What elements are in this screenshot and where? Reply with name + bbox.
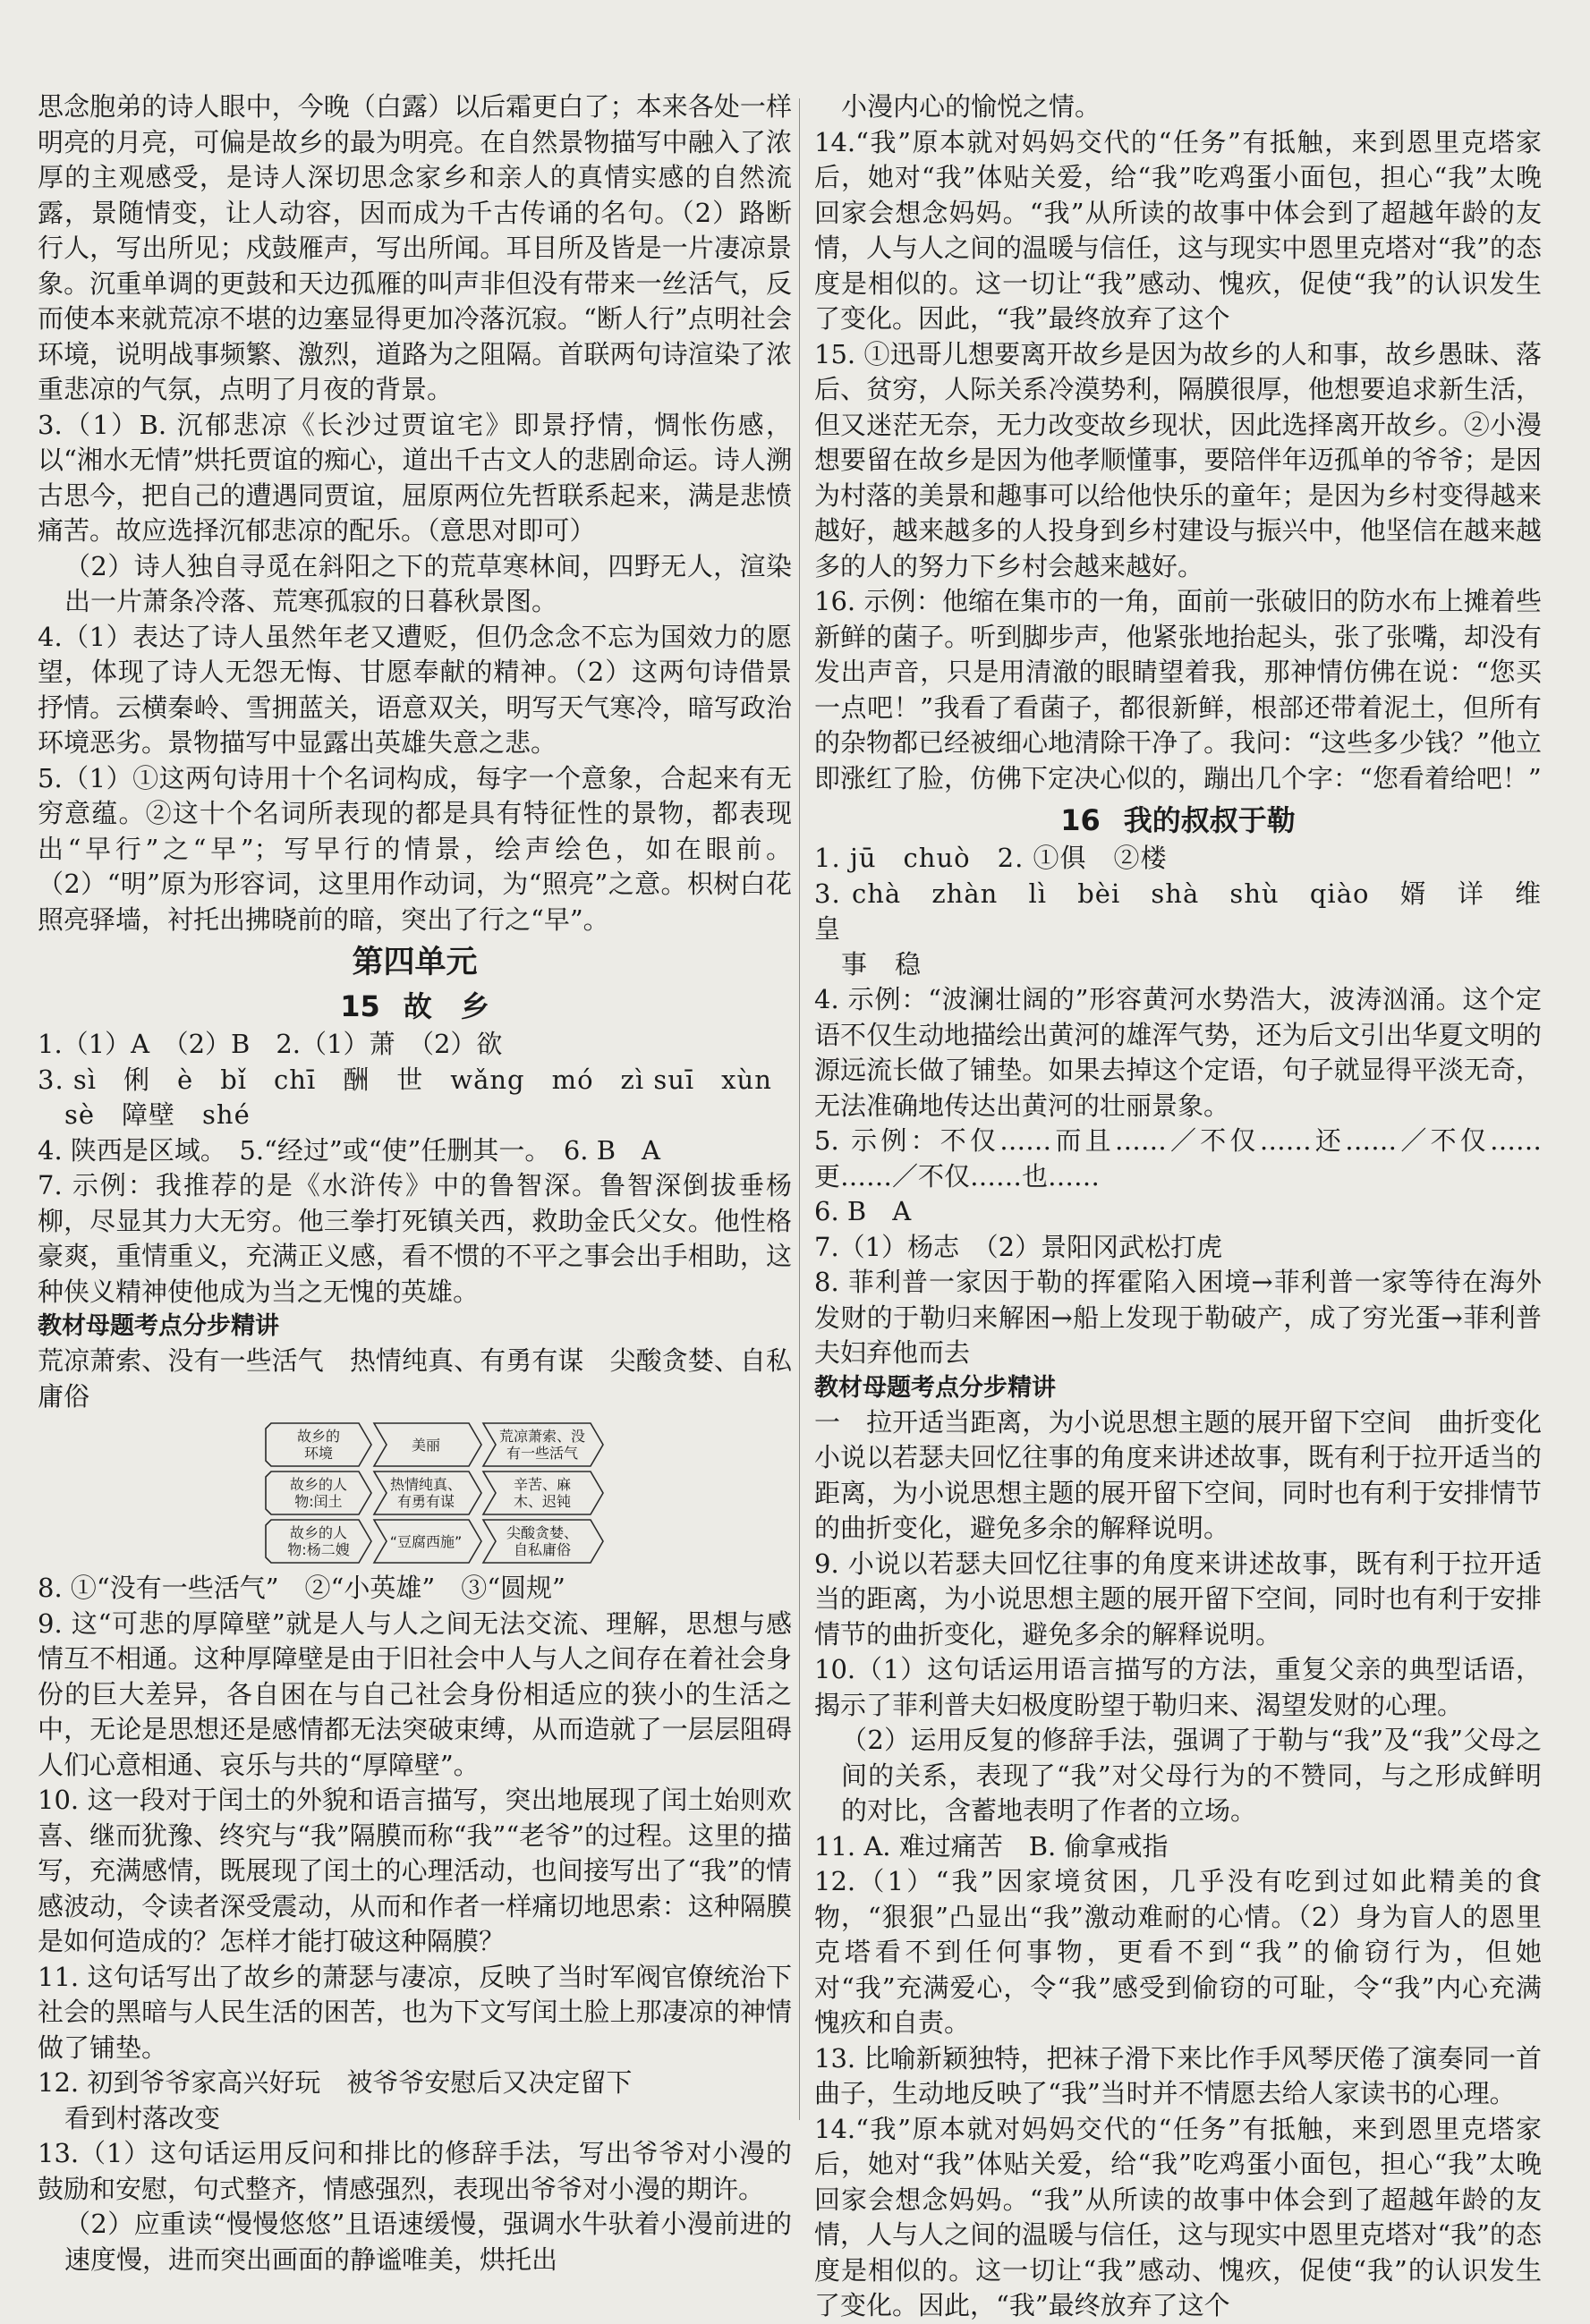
left-column bbox=[38, 89, 792, 2277]
section-subtitle: 教材母题考点分步精讲 bbox=[814, 1373, 1056, 1402]
l15-answer-7: 7. 示例：我推荐的是《水浒传》中的鲁智深。鲁智深倒拔垂杨柳，尽显其力大无穷。他三拳打死镇关西，救助金氏父女。他性格豪爽，重情重义，充满正义感，看不惯的不平之事会出手相助，这种侠义精神使他成为当之无愧的英雄。 bbox=[38, 1170, 792, 1307]
answer-3-2: （2）诗人独自寻觅在斜阳之下的荒草寒林间，四野无人，渲染出一片萧条冷落、荒寒孤寂的日暮秋景图。 bbox=[64, 550, 792, 616]
l16-answer-6: 6. B A bbox=[814, 1196, 912, 1226]
l16-answer-14: 14.“我”原本就对妈妈交代的“任务”有抵触，来到恩里克塔家后，她对“我”体贴关爱，给“我”吃鸡蛋小面包，担心“我”太晚回家会想念妈妈。“我”从所读的故事中体会到了超越年龄的友情，人与人之间的温暖与信任，这与现实中恩里克塔对“我”的态度是相似的。这一切让“我”感动、愧疚，促使“我”的认识发生了变化。因此，“我”最终放弃了这个 bbox=[814, 2113, 1542, 2320]
diagram-row2-middle: 热情纯真、 有勇有谋 bbox=[389, 1476, 462, 1510]
keywords-line: 荒凉萧索、没有一些活气 热情纯真、有勇有谋 尖酸贪婪、自私庸俗 bbox=[38, 1345, 792, 1412]
l16-answer-7: 7.（1）杨志 （2）景阳冈武松打虎 bbox=[814, 1231, 1223, 1262]
l15-answer-12b: 看到村落改变 bbox=[64, 2102, 221, 2133]
continuation-line: 小漫内心的愉悦之情。 bbox=[841, 91, 1101, 122]
l15-answer-13b: （2）应重读“慢慢悠悠”且语速缓慢，强调水牛驮着小漫前进的速度慢，进而突出画面的静谧唯美，烘托出 bbox=[64, 2209, 792, 2275]
r-answer-15: 15. ①迅哥儿想要离开故乡是因为故乡的人和事，故乡愚昧、落后、贫穷，人际关系冷漠势利，隔膜很厚，他想要追求新生活，但又迷茫无奈，无力改变故乡现状，因此选择离开故乡。②小漫想要留在故乡是因为他孝顺懂事，要陪伴年迈孤单的爷爷；是因为村落的美景和趣事可以给他快乐的童年；是因为乡村变得越来越好，越来越多的人投身到乡村建设与振兴中，他坚信在越来越多的人的努力下乡村会越来越好。 bbox=[814, 338, 1542, 581]
answer-intro-0: 思念胞弟的诗人眼中，今晚（白露）以后霜更白了；本来各处一样明亮的月亮，可偏是故乡的最为明亮。在自然景物描写中融入了浓厚的主观感受，是诗人深切思念家乡和亲人的真情实感的自然流露，景随情变，让人动容，因而成为千古传诵的名句。（2）路断行人，写出所见；戍鼓雁声，写出所闻。耳目所及皆是一片凄凉景象。沉重单调的更鼓和天边孤雁的叫声非但没有带来一丝活气，反而使本来就荒凉不堪的边塞显得更加冷落沉寂。“断人行”点明社会环境，说明战事频繁、激烈，道路为之阻隔。首联两句诗渲染了浓重悲凉的气氛，点明了月夜的背景。 bbox=[38, 91, 792, 404]
answer-4: 4.（1）表达了诗人虽然年老又遭贬，但仍念念不忘为国效力的愿望，体现了诗人无怨无悔、甘愿奉献的精神。（2）这两句诗借景抒情。云横秦岭、雪拥蓝关，语意双关，明写天气寒冷，暗写政治环境恶劣。景物描写中显露出英雄失意之悲。 bbox=[38, 621, 792, 758]
character-diagram bbox=[38, 1420, 792, 1567]
l15-answer-10: 10. 这一段对于闰土的外貌和语言描写，突出地展现了闰土始则欢喜、继而犹豫、终究与“我”隔膜而称“我”“老爷”的过程。这里的描写，充满感情，既展现了闰土的心理活动，也间接写出了“我”的情感波动，令读者深受震动，从而和作者一样痛切地思索：这种隔膜是如何造成的？怎样才能打破这种隔膜？ bbox=[38, 1785, 792, 1956]
unit-title: 第四单元 bbox=[352, 945, 478, 980]
l16-answer-13: 13. 比喻新颖独特，把袜子滑下来比作手风琴厌倦了演奏同一首曲子，生动地反映了“我”当时并不情愿去给人家读书的心理。 bbox=[814, 2042, 1542, 2108]
l16-answer-3-line2: 事 稳 bbox=[841, 948, 923, 980]
l16-answer-10a: 10.（1）这句话运用语言描写的方法，重复父亲的典型话语，揭示了菲利普夫妇极度盼望于勒归来、渴望发财的心理。 bbox=[814, 1654, 1542, 1720]
diagram-row2-label: 故乡的人 物:闰土 bbox=[289, 1476, 347, 1510]
diagram-row1-middle: 美丽 bbox=[411, 1436, 440, 1454]
lesson-title: 我的叔叔于勒 bbox=[1123, 803, 1296, 837]
r-answer-14: 14.“我”原本就对妈妈交代的“任务”有抵触，来到恩里克塔家后，她对“我”体贴关爱，给“我”吃鸡蛋小面包，担心“我”太晚回家会想念妈妈。“我”从所读的故事中体会到了超越年龄的友情，人与人之间的温暖与信任，这与现实中恩里克塔对“我”的态度是相似的。这一切让“我”感动、愧疚，促使“我”的认识发生了变化。因此，“我”最终放弃了这个 bbox=[814, 126, 1542, 334]
l15-answer-8: 8. ①“没有一些活气” ②“小英雄” ③“圆规” bbox=[38, 1573, 565, 1603]
diagram-row3-label: 故乡的人 物:杨二嫂 bbox=[287, 1524, 350, 1558]
l15-answer-4: 4. 陕西是区域。 5.“经过”或“使”任删其一。 6. B A bbox=[38, 1134, 661, 1166]
l16-answer-4: 4. 示例：“波澜壮阔的”形容黄河水势浩大，波涛汹涌。这个定语不仅生动地描绘出黄河的雄浑气势，还为后文引出华夏文明的源远流长做了铺垫。如果去掉这个定语，句子就显得平淡无奇，无法准确地传达出黄河的壮丽景象。 bbox=[814, 984, 1542, 1121]
diagram-row1-result: 荒凉萧索、没 有一些活气 bbox=[498, 1428, 585, 1462]
l16-answer-12: 12.（1）“我”因家境贫困，几乎没有吃到过如此精美的食物，“狠狠”凸显出“我”激动难耐的心情。（2）身为盲人的恩里克塔看不到任何事物，更看不到“我”的偷窃行为，但她对“我”充满爱心，令“我”感受到偷窃的可耻，令“我”内心充满愧疚和自责。 bbox=[814, 1866, 1542, 2038]
l15-answer-1: 1.（1）A （2）B 2.（1）萧 （2）欲 bbox=[38, 1029, 503, 1059]
column-divider bbox=[799, 98, 800, 2120]
lesson-title: 故 乡 bbox=[403, 989, 489, 1023]
l16-sub-a: 一 拉开适当距离，为小说思想主题的展开留下空间 曲折变化 小说以若瑟夫回忆往事的角度来讲述故事，既有利于拉开适当的距离，为小说思想主题的展开留下空间，同时也有利于安排情节的曲折变化，避免多余的解释说明。 bbox=[814, 1406, 1569, 1543]
r-answer-16: 16. 示例：他缩在集市的一角，面前一张破旧的防水布上摊着些新鲜的菌子。听到脚步声，他紧张地抬起头，张了张嘴，却没有发出声音，只是用清澈的眼睛望着我，那神情仿佛在说：“您买一点吧！”我看了看菌子，都很新鲜，根部还带着泥土，但所有的杂物都已经被细心地清除干净了。我问：“这些多少钱？”他立即涨红了脸，仿佛下定决心似的，蹦出几个字：“您看着给吧！” bbox=[814, 586, 1542, 793]
l16-answer-8: 8. 菲利普一家因于勒的挥霍陷入困境→菲利普一家等待在海外发财的于勒归来解困→船上发现于勒破产，成了穷光蛋→菲利普夫妇弃他而去 bbox=[814, 1267, 1542, 1368]
answer-3-1: 3.（1）B. 沉郁悲凉《长沙过贾谊宅》即景抒情，惆怅伤感，以“湘水无情”烘托贾谊的痴心，道出千古文人的悲剧命运。诗人溯古思今，把自己的遭遇同贾谊，屈原两位先哲联系起来，满是悲愤痛苦。故应选择沉郁悲凉的配乐。（意思对即可） bbox=[38, 409, 792, 546]
l16-answer-10b: （2）运用反复的修辞手法，强调了于勒与“我”及“我”父母之间的关系，表现了“我”对父母行为的不赞同，与之形成鲜明的对比，含蓄地表明了作者的立场。 bbox=[841, 1725, 1542, 1826]
lesson-number: 15 bbox=[340, 989, 380, 1023]
l15-answer-13a: 13.（1）这句话运用反问和排比的修辞手法，写出爷爷对小漫的鼓励和安慰，句式整齐，情感强烈，表现出爷爷对小漫的期许。 bbox=[38, 2138, 792, 2204]
diagram-row1-label: 故乡的 环境 bbox=[296, 1428, 340, 1462]
l16-answer-1: 1. jū chuò 2. ①俱 ②楼 bbox=[814, 843, 1168, 873]
l16-answer-11: 11. A. 难过痛苦 B. 偷拿戒指 bbox=[814, 1830, 1169, 1862]
l16-answer-5: 5. 示例：不仅……而且……／不仅……还……／不仅……更……／不仅……也…… bbox=[814, 1125, 1542, 1192]
lesson-heading-16 bbox=[814, 800, 1542, 841]
lesson-number: 16 bbox=[1060, 803, 1101, 837]
right-column bbox=[814, 89, 1569, 2324]
l15-answer-3-line1: 3. sì 俐 è bǐ chī 酬 世 wǎng mó zì suī xùn bbox=[38, 1064, 772, 1095]
l15-answer-11: 11. 这句话写出了故乡的萧瑟与凄凉，反映了当时军阀官僚统治下社会的黑暗与人民生活的困苦，也为下文写闰土脸上那凄凉的神情做了铺垫。 bbox=[38, 1961, 792, 2063]
diagram-row2-result: 辛苦、麻 木、迟钝 bbox=[513, 1476, 571, 1510]
diagram-row3-middle: “豆腐西施” bbox=[389, 1532, 463, 1550]
diagram-row3-result: 尖酸贪婪、 自私庸俗 bbox=[506, 1524, 578, 1558]
l16-answer-3-line1: 3. chà zhàn lì bèi shà shù qiào 婿 详 维 皇 bbox=[814, 878, 1569, 944]
l15-answer-9: 9. 这“可悲的厚障壁”就是人与人之间无法交流、理解，思想与感情互不相通。这种厚障壁是由于旧社会中人与人之间存在着社会身份的巨大差异，各自困在与自己社会身份相适应的狭小的生活之中，无论是思想还是感情都无法突破束缚，从而造就了一层层阻碍人们心意相通、哀乐与共的“厚障壁”。 bbox=[38, 1607, 792, 1780]
section-subtitle: 教材母题考点分步精讲 bbox=[38, 1312, 279, 1340]
l15-answer-12a: 12. 初到爷爷家高兴好玩 被爷爷安慰后又决定留下 bbox=[38, 2067, 633, 2098]
l16-answer-9: 9. 小说以若瑟夫回忆往事的角度来讲述故事，既有利于拉开适当的距离，为小说思想主题的展开留下空间，同时也有利于安排情节的曲折变化，避免多余的解释说明。 bbox=[814, 1548, 1542, 1650]
answer-5: 5.（1）①这两句诗用十个名词构成，每字一个意象，合起来有无穷意蕴。②这十个名词所表现的都是具有特征性的景物，都表现出“早行”之“早”；写早行的情景，绘声绘色，如在眼前。（2）“明”原为形容词，这里用作动词，为“照亮”之意。枳树白花照亮驿墙，衬托出拂晓前的暗，突出了行之“早”。 bbox=[38, 762, 792, 935]
lesson-heading-15 bbox=[38, 986, 792, 1027]
l15-answer-3-line2: sè 障壁 shé bbox=[64, 1099, 251, 1130]
